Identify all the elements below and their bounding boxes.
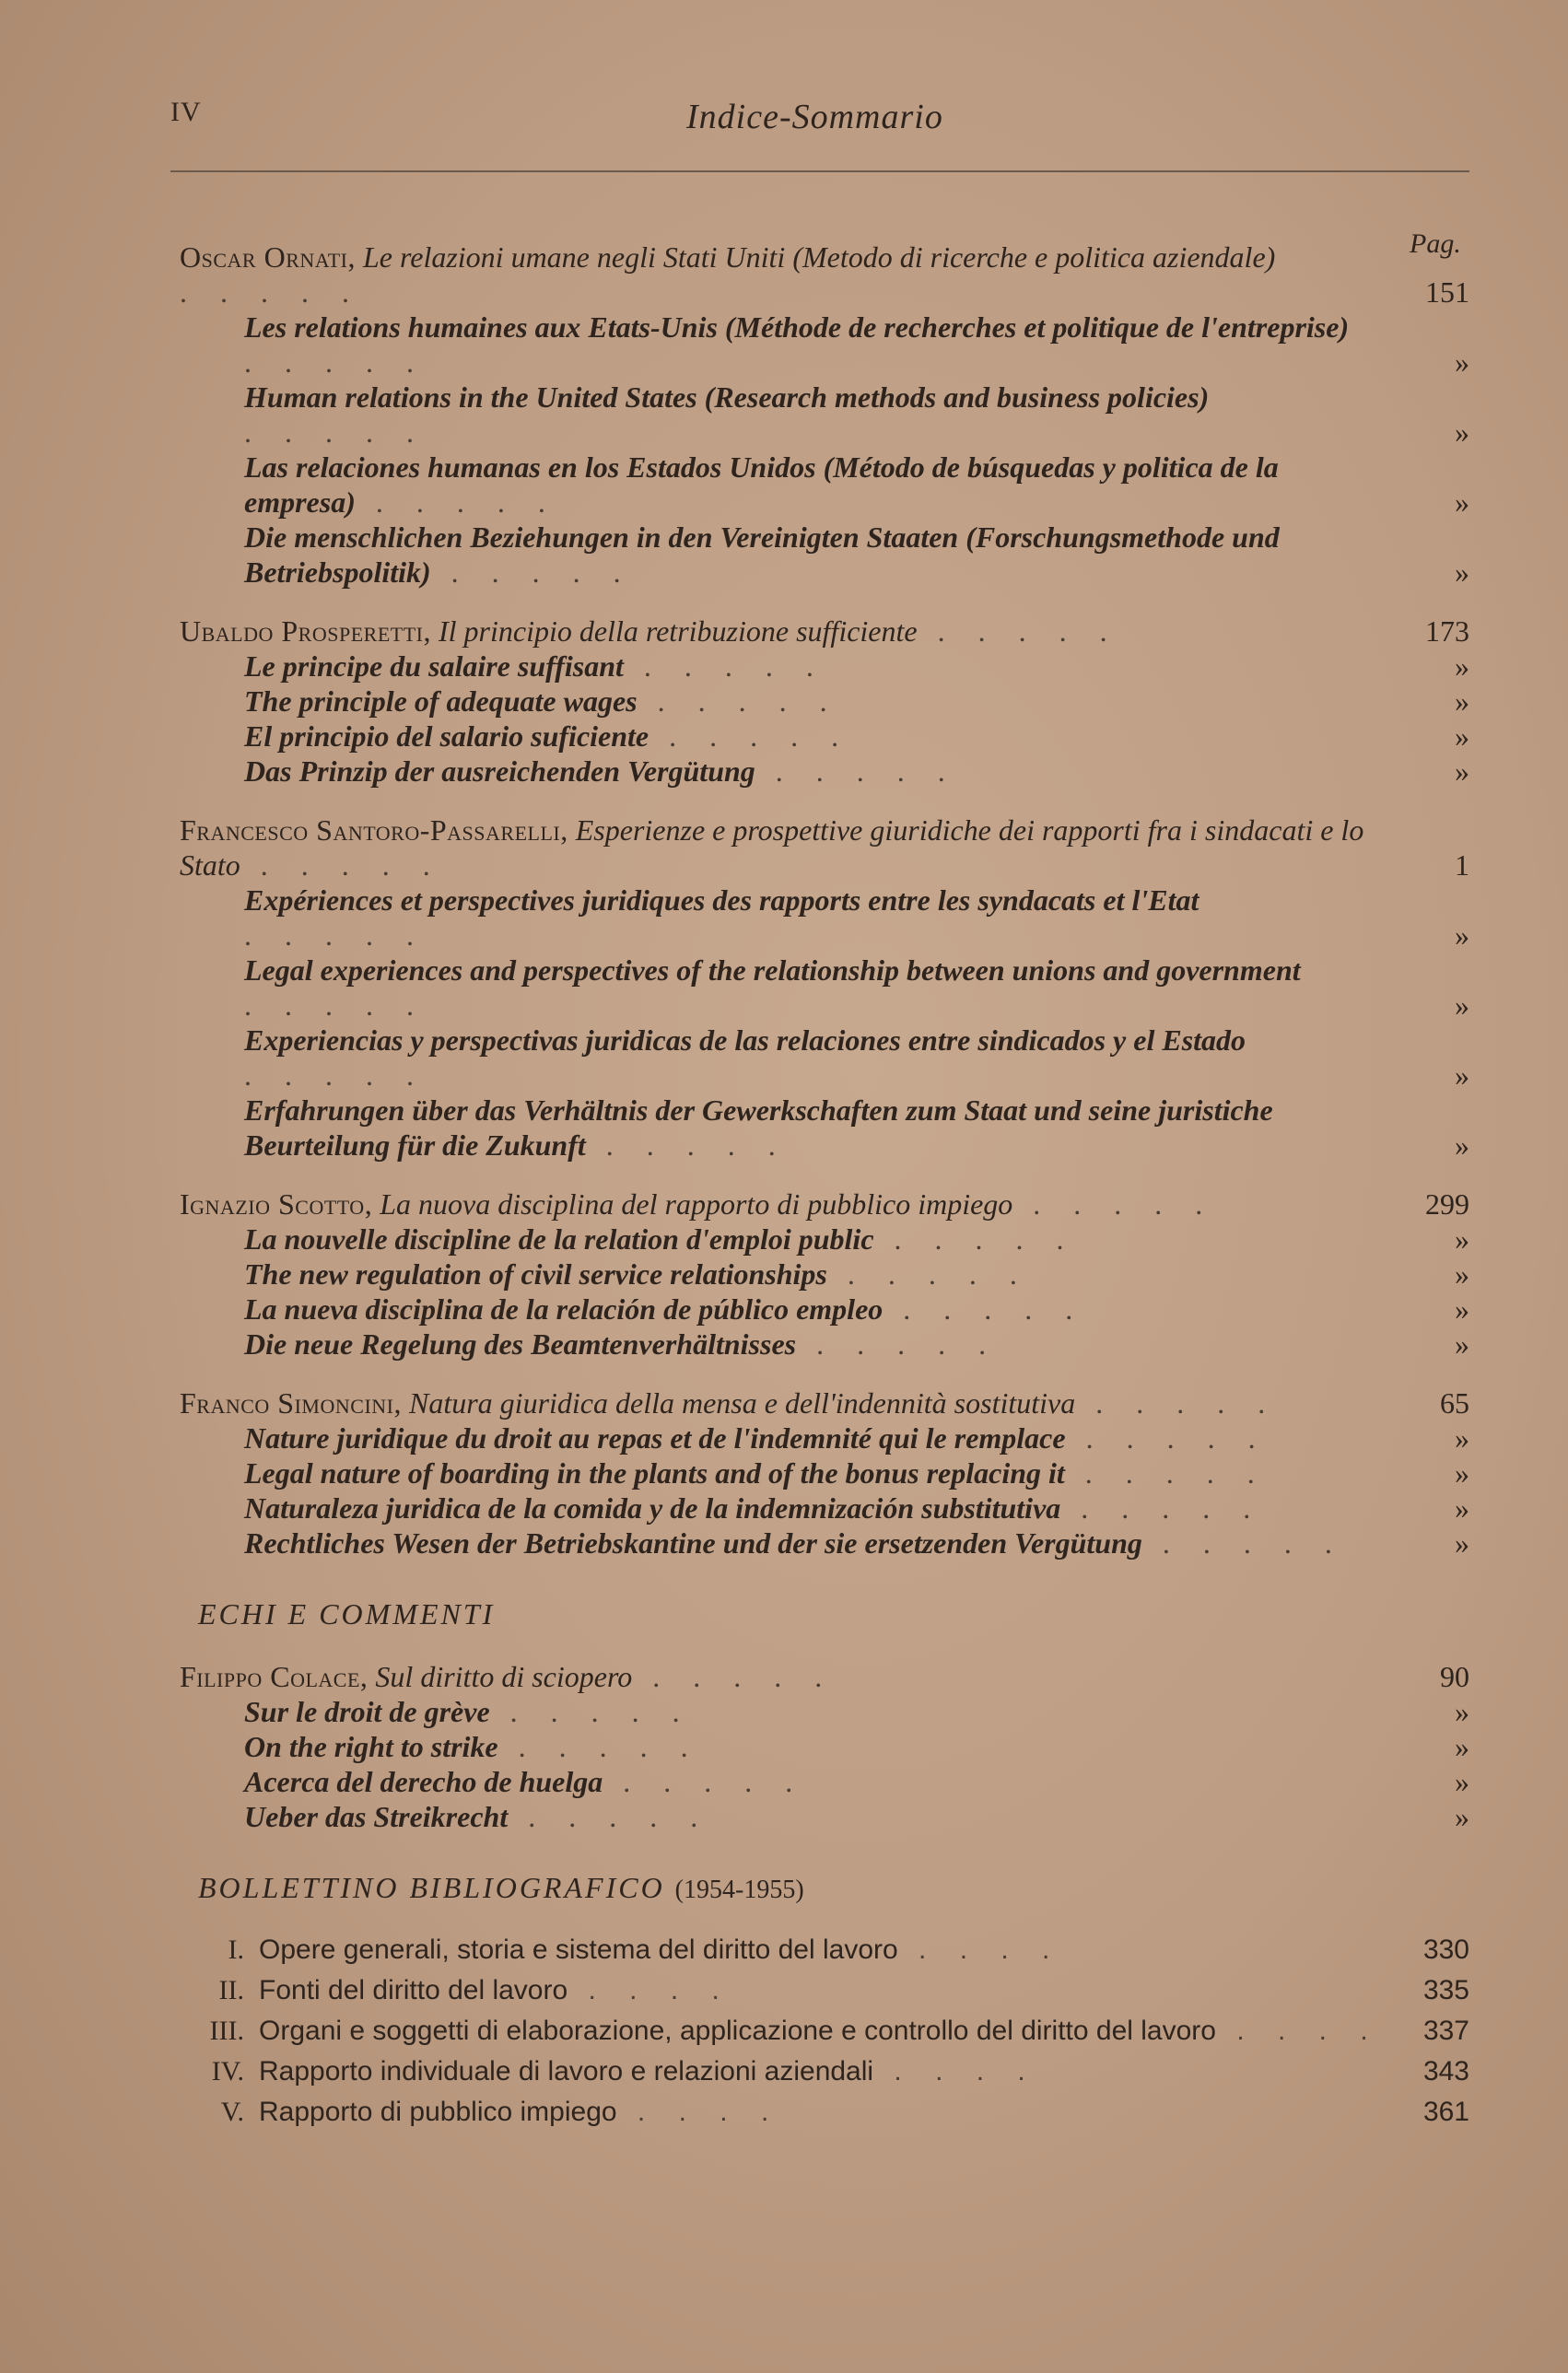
author-name: Filippo Colace,: [180, 1660, 369, 1693]
table-of-contents: [180, 240, 1469, 2135]
entry-title: Sur le droit de grève: [244, 1695, 490, 1728]
article-block: [180, 1385, 1469, 1561]
translation-entry: [180, 1093, 1469, 1163]
page-ref: 1: [1455, 848, 1469, 882]
entry-text: [180, 380, 1396, 450]
page-ref: »: [1455, 684, 1469, 718]
running-title: Indice-Sommario: [686, 98, 943, 136]
translation-entry: [180, 1490, 1469, 1526]
bibliography-item: [180, 1933, 1469, 1968]
leader-dots: . . . . .: [826, 1257, 1030, 1291]
leader-dots: . . . . .: [355, 485, 558, 519]
entry-title: Opere generali, storia e sistema del diritto del lavoro: [259, 1935, 898, 1965]
entry-title: Legal nature of boarding in the plants and of the bonus replacing it: [244, 1456, 1065, 1490]
entry-text: [180, 1420, 1396, 1455]
entry-title: La nuova disciplina del rapporto di pubblico impiego: [380, 1187, 1013, 1221]
entry-title: Ueber das Streikrecht: [244, 1800, 509, 1833]
entry-text: [180, 1222, 1396, 1257]
entry-title: La nueva disciplina de la relación de público empleo: [244, 1292, 883, 1326]
leader-dots: . . . . .: [649, 719, 852, 753]
article-block: [180, 1659, 1469, 1834]
entry-text: [180, 953, 1396, 1023]
page-ref: »: [1455, 754, 1469, 788]
page-ref: »: [1455, 1128, 1469, 1162]
leader-dots: . . . . .: [244, 415, 427, 449]
roman-numeral: III.: [209, 2016, 244, 2046]
entry-title: Experiencias y perspectivas juridicas de las relaciones entre sindicados y el Estado: [244, 1023, 1246, 1057]
entry-text: [180, 1327, 1396, 1362]
page-ref: »: [1455, 1800, 1469, 1833]
entry-text: [259, 2095, 1396, 2130]
leader-dots: . . . .: [616, 2097, 782, 2127]
leader-dots: . . . . .: [755, 754, 958, 788]
bibliography-list: [180, 1933, 1469, 2130]
page-ref: »: [1455, 1526, 1469, 1560]
page-ref: »: [1455, 1257, 1469, 1291]
article-entry: [180, 614, 1469, 649]
translation-entry: [180, 380, 1469, 450]
leader-dots: . . . . .: [244, 988, 427, 1022]
article-entry: [180, 812, 1469, 883]
page-ref: »: [1455, 345, 1469, 379]
leader-dots: . . . .: [897, 1935, 1063, 1965]
author-name: Oscar Ornati,: [180, 240, 356, 274]
page-header: [170, 88, 1469, 172]
pag-label: Pag.: [1410, 228, 1461, 259]
bibliography-item: [180, 2054, 1469, 2089]
bollettino-years: (1954-1955): [674, 1876, 804, 1904]
translation-entry: [180, 883, 1469, 953]
entry-text: [180, 1764, 1396, 1799]
entry-text: [180, 614, 1396, 649]
leader-dots: . . . . .: [1141, 1526, 1345, 1560]
author-name: Francesco Santoro-Passarelli,: [180, 813, 568, 847]
page-ref: 65: [1440, 1386, 1469, 1420]
page-ref: »: [1455, 1491, 1469, 1525]
entry-text: [180, 310, 1396, 380]
author-name: Ignazio Scotto,: [180, 1187, 373, 1221]
leader-dots: . . . . .: [632, 1660, 836, 1693]
roman-numeral: I.: [228, 1935, 244, 1965]
entry-title: Les relations humaines aux Etats-Unis (Méthode de recherches et politique de l'entreprise): [244, 310, 1350, 344]
entry-title: Rechtliches Wesen der Betriebskantine und der sie ersetzenden Vergütung: [244, 1526, 1142, 1560]
roman-numeral: II.: [218, 1975, 244, 2005]
entry-title: Esperienze e prospettive giuridiche dei rapporti fra i sindacati e lo Stato: [180, 813, 1364, 882]
section-heading-bollettino: [198, 1871, 1469, 1905]
translation-entry: [180, 1729, 1469, 1764]
entry-title: Le relazioni umane negli Stati Uniti (Metodo di ricerche e politica aziendale): [362, 240, 1276, 274]
page-number: IV: [170, 97, 202, 127]
entry-title: Das Prinzip der ausreichenden Vergütung: [244, 754, 755, 788]
page-ref: »: [1455, 649, 1469, 683]
leader-dots: . . . . .: [1012, 1187, 1216, 1221]
leader-dots: . . . . .: [244, 918, 427, 952]
leader-dots: . . . . .: [1064, 1456, 1268, 1490]
article-entry: [180, 1385, 1469, 1420]
page-ref: 151: [1425, 275, 1469, 309]
translation-entry: [180, 1327, 1469, 1362]
leader-dots: . . . . .: [180, 275, 362, 309]
entry-title: Rapporto di pubblico impiego: [259, 2097, 617, 2127]
translation-entry: [180, 310, 1469, 380]
leader-dots: . . . .: [568, 1975, 732, 2005]
page-ref: 361: [1422, 2097, 1469, 2127]
entry-text: [180, 1694, 1396, 1729]
entry-text: [180, 1186, 1396, 1222]
entry-title: Nature juridique du droit au repas et de l'indemnité qui le remplace: [244, 1421, 1066, 1455]
entry-text: [259, 2054, 1396, 2089]
article-entry: [180, 1186, 1469, 1222]
leader-dots: . . . . .: [1065, 1421, 1269, 1455]
entry-text: [180, 450, 1396, 520]
entry-title: Fonti del diritto del lavoro: [259, 1975, 568, 2005]
page-ref: 343: [1422, 2056, 1469, 2087]
translation-entry: [180, 754, 1469, 789]
translation-entry: [180, 1023, 1469, 1093]
page-ref: 90: [1440, 1660, 1469, 1693]
translation-entry: [180, 1292, 1469, 1327]
translation-entry: [180, 953, 1469, 1023]
leader-dots: . . . . .: [1060, 1491, 1264, 1525]
entry-title: El principio del salario suficiente: [244, 719, 649, 753]
entry-text: [259, 1973, 1396, 2008]
leader-dots: . . . . .: [623, 649, 826, 683]
entry-text: [180, 754, 1396, 789]
entry-text: [180, 1023, 1396, 1093]
translation-entry: [180, 450, 1469, 520]
entry-text: [180, 812, 1396, 883]
entry-text: [180, 1659, 1396, 1694]
entry-text: [180, 1292, 1396, 1327]
translation-entry: [180, 1455, 1469, 1490]
entry-text: [180, 719, 1396, 754]
entry-title: Rapporto individuale di lavoro e relazioni aziendali: [259, 2056, 874, 2087]
entry-title: Acerca del derecho de huelga: [244, 1765, 603, 1798]
translation-entry: [180, 684, 1469, 719]
article-block: [180, 614, 1469, 789]
entry-title: Il principio della retribuzione sufficiente: [438, 614, 918, 648]
entry-text: [180, 649, 1396, 684]
leader-dots: . . . . .: [637, 684, 840, 718]
entry-title: On the right to strike: [244, 1730, 498, 1763]
leader-dots: . . . . .: [240, 848, 443, 882]
page-ref: »: [1455, 1421, 1469, 1455]
section-heading-echi: ECHI E COMMENTI: [198, 1597, 496, 1631]
page-ref: »: [1455, 415, 1469, 449]
page-ref: »: [1455, 1695, 1469, 1728]
translation-entry: [180, 1526, 1469, 1561]
page-ref: »: [1455, 719, 1469, 753]
leader-dots: . . . . .: [508, 1800, 711, 1833]
entry-text: [180, 1729, 1396, 1764]
leader-dots: . . . . .: [796, 1327, 1000, 1361]
translation-entry: [180, 649, 1469, 684]
entry-title: Expériences et perspectives juridiques des rapports entre les syndacats et l'Etat: [244, 883, 1199, 917]
translation-entry: [180, 1222, 1469, 1257]
entry-text: [180, 1799, 1396, 1834]
author-name: Franco Simoncini,: [180, 1386, 402, 1420]
leader-dots: . . . . .: [585, 1128, 789, 1162]
entry-title: La nouvelle discipline de la relation d'emploi public: [244, 1222, 874, 1256]
entry-text: [259, 1933, 1396, 1968]
page-ref: »: [1455, 1456, 1469, 1490]
leader-dots: . . . . .: [497, 1730, 701, 1763]
leader-dots: . . . . .: [1075, 1386, 1279, 1420]
entry-text: [259, 2014, 1396, 2049]
page-ref: »: [1455, 988, 1469, 1022]
page-ref: »: [1455, 555, 1469, 589]
leader-dots: . . . . .: [489, 1695, 693, 1728]
article-block: [180, 1186, 1469, 1362]
entry-title: Die neue Regelung des Beamtenverhältnisses: [244, 1327, 797, 1361]
page-ref: »: [1455, 485, 1469, 519]
leader-dots: . . . . .: [883, 1292, 1086, 1326]
entry-title: The principle of adequate wages: [244, 684, 638, 718]
entry-title: Human relations in the United States (Research methods and business policies): [244, 380, 1210, 414]
article-entry: [180, 240, 1469, 310]
translation-entry: [180, 1694, 1469, 1729]
leader-dots: . . . . .: [244, 345, 427, 379]
leader-dots: . . . . .: [244, 1058, 427, 1092]
entry-title: Natura giuridica della mensa e dell'indennità sostitutiva: [408, 1386, 1076, 1420]
page-ref: »: [1455, 1058, 1469, 1092]
page-ref: »: [1455, 1730, 1469, 1763]
entry-title: Las relaciones humanas en los Estados Unidos (Método de búsquedas y politica de la empresa): [244, 450, 1279, 519]
bibliography-item: [180, 2014, 1469, 2049]
roman-numeral: V.: [220, 2097, 244, 2127]
article-block: [180, 240, 1469, 590]
page-ref: »: [1455, 1765, 1469, 1798]
entry-text: [180, 1385, 1396, 1420]
translation-entry: [180, 1257, 1469, 1292]
page-ref: 335: [1422, 1975, 1469, 2005]
bibliography-item: [180, 2095, 1469, 2130]
entry-text: [180, 520, 1396, 590]
bibliography-item: [180, 1973, 1469, 2008]
translation-entry: [180, 1799, 1469, 1834]
entry-text: [180, 1257, 1396, 1292]
entry-title: Sul diritto di sciopero: [375, 1660, 633, 1693]
leader-dots: . . . . .: [917, 614, 1120, 648]
article-block: [180, 812, 1469, 1163]
translation-entry: [180, 1764, 1469, 1799]
entry-text: [180, 1526, 1396, 1561]
entry-text: [180, 1093, 1396, 1163]
author-name: Ubaldo Prosperetti,: [180, 614, 431, 648]
page-ref: »: [1455, 918, 1469, 952]
entry-text: [180, 684, 1396, 719]
entry-title: The new regulation of civil service relationships: [244, 1257, 827, 1291]
entry-text: [180, 240, 1396, 310]
entry-title: Naturaleza juridica de la comida y de la indemnización substitutiva: [244, 1491, 1061, 1525]
entry-text: [180, 1490, 1396, 1526]
page-ref: »: [1455, 1292, 1469, 1326]
page-ref: 299: [1425, 1187, 1469, 1221]
entry-title: Legal experiences and perspectives of the relationship between unions and government: [244, 953, 1301, 987]
article-entry: [180, 1659, 1469, 1694]
leader-dots: . . . .: [873, 2056, 1038, 2087]
page-ref: 173: [1425, 614, 1469, 648]
entry-text: [180, 1455, 1396, 1490]
leader-dots: . . . . .: [873, 1222, 1077, 1256]
leader-dots: . . . . .: [430, 555, 634, 589]
roman-numeral: IV.: [211, 2056, 244, 2087]
entry-title: Die menschlichen Beziehungen in den Vereinigten Staaten (Forschungsmethode und Betriebspolitik): [244, 520, 1280, 589]
translation-entry: [180, 719, 1469, 754]
entry-title: Erfahrungen über das Verhältnis der Gewerkschaften zum Staat und seine juristiche Beurteilung für die Zukunft: [244, 1093, 1273, 1162]
page-ref: 330: [1422, 1935, 1469, 1965]
translation-entry: [180, 1420, 1469, 1455]
leader-dots: . . . .: [1215, 2016, 1381, 2046]
entry-text: [180, 883, 1396, 953]
entry-title: Organi e soggetti di elaborazione, applicazione e controllo del diritto del lavoro: [259, 2016, 1216, 2046]
page-ref: »: [1455, 1222, 1469, 1256]
entry-title: Le principe du salaire suffisant: [244, 649, 624, 683]
translation-entry: [180, 520, 1469, 590]
leader-dots: . . . . .: [603, 1765, 806, 1798]
bollettino-title: BOLLETTINO BIBLIOGRAFICO: [198, 1871, 665, 1904]
page-ref: 337: [1422, 2016, 1469, 2046]
page-ref: »: [1455, 1327, 1469, 1361]
